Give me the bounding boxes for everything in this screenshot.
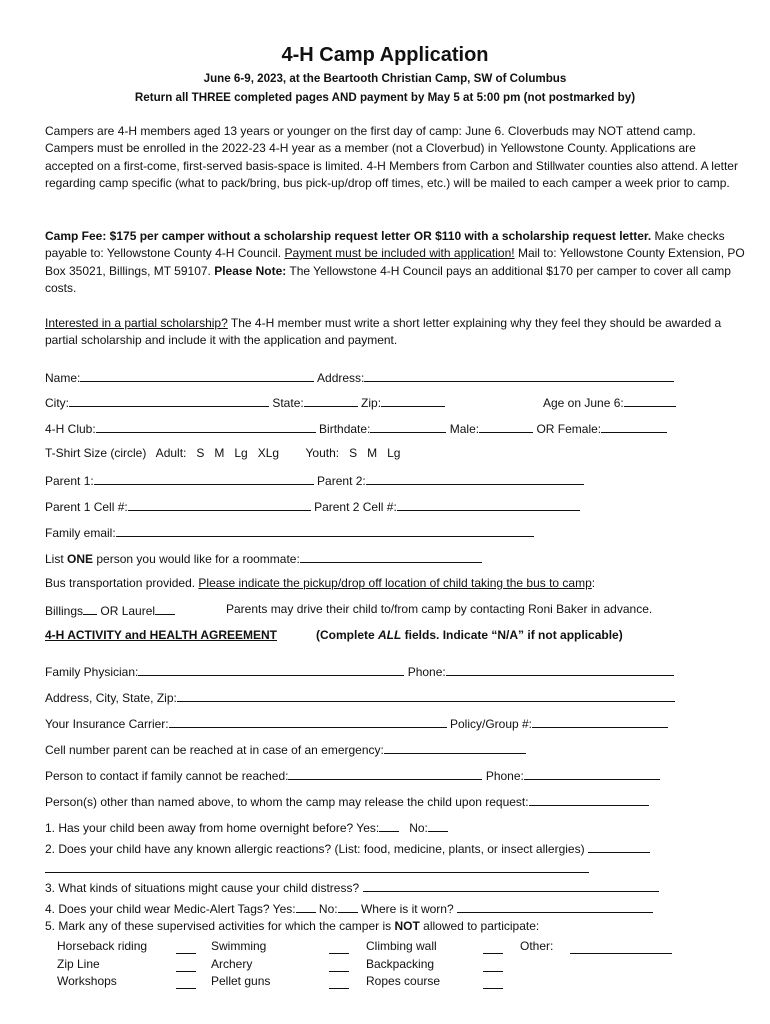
release-row: Person(s) other than named above, to whom the camp may release the child upon request:: [45, 793, 649, 809]
camp-dates: June 6-9, 2023, at the Beartooth Christian Camp, SW of Columbus: [203, 72, 567, 85]
city-field[interactable]: [69, 394, 269, 407]
q2-row: 2. Does your child have any known allergic reactions? (List: food, medicine, plants, or insect allergies): [45, 840, 650, 856]
scholarship-paragraph: [45, 315, 745, 350]
intro-paragraph: Campers are 4-H members aged 13 years or younger on the first day of camp: June 6. Cloverbuds may NOT attend camp. Campers must be enrolled in the 2022-23 4-H year as a member (not a Cloverbud) in Yellowstone County. Applications are accepted on a first-come, first-served basis-space is limited. 4-H Members from Carbon and Stillwater counties also attend. A letter regarding camp specific (what to pack/bring, bus pick-up/drop off times, etc.) will be mailed to each camper a week prior to camp.: [45, 124, 738, 190]
q4-yes-field[interactable]: [296, 900, 316, 913]
agreement-note: (Complete ALL fields. Indicate “N/A” if not applicable): [316, 628, 623, 642]
q4-no-field[interactable]: [338, 900, 358, 913]
payment-required: Payment must be included with application!: [284, 246, 515, 261]
email-row: Family email:: [45, 524, 534, 540]
activity-archery: Archery: [211, 957, 253, 971]
birthdate-field[interactable]: [370, 420, 446, 433]
parent1-cell-field[interactable]: [128, 498, 311, 511]
q3-row: 3. What kinds of situations might cause your child distress?: [45, 879, 659, 895]
q4-where-field[interactable]: [457, 900, 653, 913]
q2-extra-line[interactable]: [45, 860, 589, 873]
zip-field[interactable]: [381, 394, 445, 407]
activity-swimming-field[interactable]: [329, 941, 349, 954]
insurance-field[interactable]: [169, 715, 447, 728]
bus-row: Bus transportation provided. Please indicate the pickup/drop off location of child taking the bus to camp:: [45, 576, 596, 590]
city-row: City: State: Zip:: [45, 394, 445, 410]
emergency-cell-row: Cell number parent can be reached at in case of an emergency:: [45, 741, 526, 757]
physician-phone-field[interactable]: [446, 663, 674, 676]
activity-pellet-guns-field[interactable]: [329, 976, 349, 989]
physician-row: Family Physician: Phone:: [45, 663, 674, 679]
q2-field[interactable]: [588, 840, 650, 853]
parent2-cell-field[interactable]: [397, 498, 580, 511]
activity-backpacking: Backpacking: [366, 957, 435, 971]
activity-climbing-wall: Climbing wall: [366, 939, 437, 953]
q1-row: 1. Has your child been away from home overnight before? Yes: No:: [45, 819, 448, 835]
emergency-cell-field[interactable]: [384, 741, 526, 754]
activity-workshops-field[interactable]: [176, 976, 196, 989]
scholarship-heading: Interested in a partial scholarship?: [45, 316, 228, 330]
state-field[interactable]: [304, 394, 358, 407]
email-field[interactable]: [116, 524, 534, 537]
fee-heading: Camp Fee: $175 per camper without a scholarship request letter OR $110 with a scholarship request letter.: [45, 229, 652, 243]
name-address-row: Name: Address:: [45, 369, 674, 385]
parents-row: Parent 1: Parent 2:: [45, 472, 584, 488]
activity-horseback-field[interactable]: [176, 941, 196, 954]
scholarship-text: The 4-H member must write a short letter explaining why they feel they should be awarded a partial scholarship and include it with the application and payment.: [45, 316, 722, 348]
physician-field[interactable]: [138, 663, 404, 676]
parent2-field[interactable]: [366, 472, 584, 485]
physician-address-field[interactable]: [177, 689, 675, 702]
fee-text-2: Mail to: Yellowstone County Extension, PO Box 35021, Billings, MT 59107.: [45, 246, 745, 278]
contact-row: Person to contact if family cannot be reached: Phone:: [45, 767, 660, 783]
return-deadline: Return all THREE completed pages AND payment by May 5 at 5:00 pm (not postmarked by): [134, 91, 636, 104]
address-field[interactable]: [364, 369, 674, 382]
age-field[interactable]: [624, 394, 676, 407]
contact-field[interactable]: [288, 767, 482, 780]
activity-other-field[interactable]: [570, 941, 672, 954]
q5-row: 5. Mark any of these supervised activities for which the camper is NOT allowed to participate:: [45, 919, 540, 933]
activity-swimming: Swimming: [211, 939, 267, 953]
activity-backpacking-field[interactable]: [483, 959, 503, 972]
activity-pellet-guns: Pellet guns: [211, 974, 271, 988]
age-group: Age on June 6:: [543, 394, 676, 410]
please-note: Please Note:: [214, 263, 287, 278]
activity-other: Other:: [520, 939, 554, 953]
agreement-heading: 4-H ACTIVITY and HEALTH AGREEMENT: [45, 628, 278, 642]
release-field[interactable]: [529, 793, 649, 806]
q1-yes-field[interactable]: [379, 819, 399, 832]
male-field[interactable]: [479, 420, 533, 433]
parent1-field[interactable]: [94, 472, 314, 485]
bus-location-row: Billings OR Laurel: [45, 602, 175, 618]
activity-horseback: Horseback riding: [57, 939, 148, 953]
club-row: 4-H Club: Birthdate: Male: OR Female:: [45, 420, 667, 436]
activity-archery-field[interactable]: [329, 959, 349, 972]
fee-paragraph: [45, 228, 745, 297]
fee-text-1: Make checks payable to: Yellowstone County 4-H Council.: [45, 229, 725, 261]
tshirt-size[interactable]: T-Shirt Size (circle) Adult: S M Lg XLg Youth: S M Lg: [45, 446, 401, 460]
q3-field[interactable]: [363, 879, 659, 892]
billings-field[interactable]: [83, 602, 97, 615]
fee-text-3: The Yellowstone 4-H Council pays an additional $170 per camper to cover all camp costs.: [45, 263, 731, 295]
contact-phone-field[interactable]: [524, 767, 660, 780]
laurel-field[interactable]: [155, 602, 175, 615]
activity-climbing-wall-field[interactable]: [483, 941, 503, 954]
roommate-row: List ONE person you would like for a roommate:: [45, 550, 482, 566]
activity-zip-line-field[interactable]: [176, 959, 196, 972]
q1-no-field[interactable]: [428, 819, 448, 832]
roommate-field[interactable]: [300, 550, 482, 563]
page-title: 4-H Camp Application: [281, 44, 489, 66]
name-field[interactable]: [80, 369, 314, 382]
activity-ropes-course: Ropes course: [366, 974, 441, 988]
physician-address-row: Address, City, State, Zip:: [45, 689, 675, 705]
activity-workshops: Workshops: [57, 974, 117, 988]
activity-ropes-course-field[interactable]: [483, 976, 503, 989]
q4-row: 4. Does your child wear Medic-Alert Tags? Yes: No: Where is it worn?: [45, 900, 653, 916]
club-field[interactable]: [96, 420, 316, 433]
activity-zip-line: Zip Line: [57, 957, 100, 971]
parent-cell-row: Parent 1 Cell #: Parent 2 Cell #:: [45, 498, 580, 514]
insurance-row: Your Insurance Carrier: Policy/Group #:: [45, 715, 668, 731]
parents-drive-note: Parents may drive their child to/from camp by contacting Roni Baker in advance.: [226, 602, 653, 616]
policy-field[interactable]: [532, 715, 668, 728]
female-field[interactable]: [601, 420, 667, 433]
